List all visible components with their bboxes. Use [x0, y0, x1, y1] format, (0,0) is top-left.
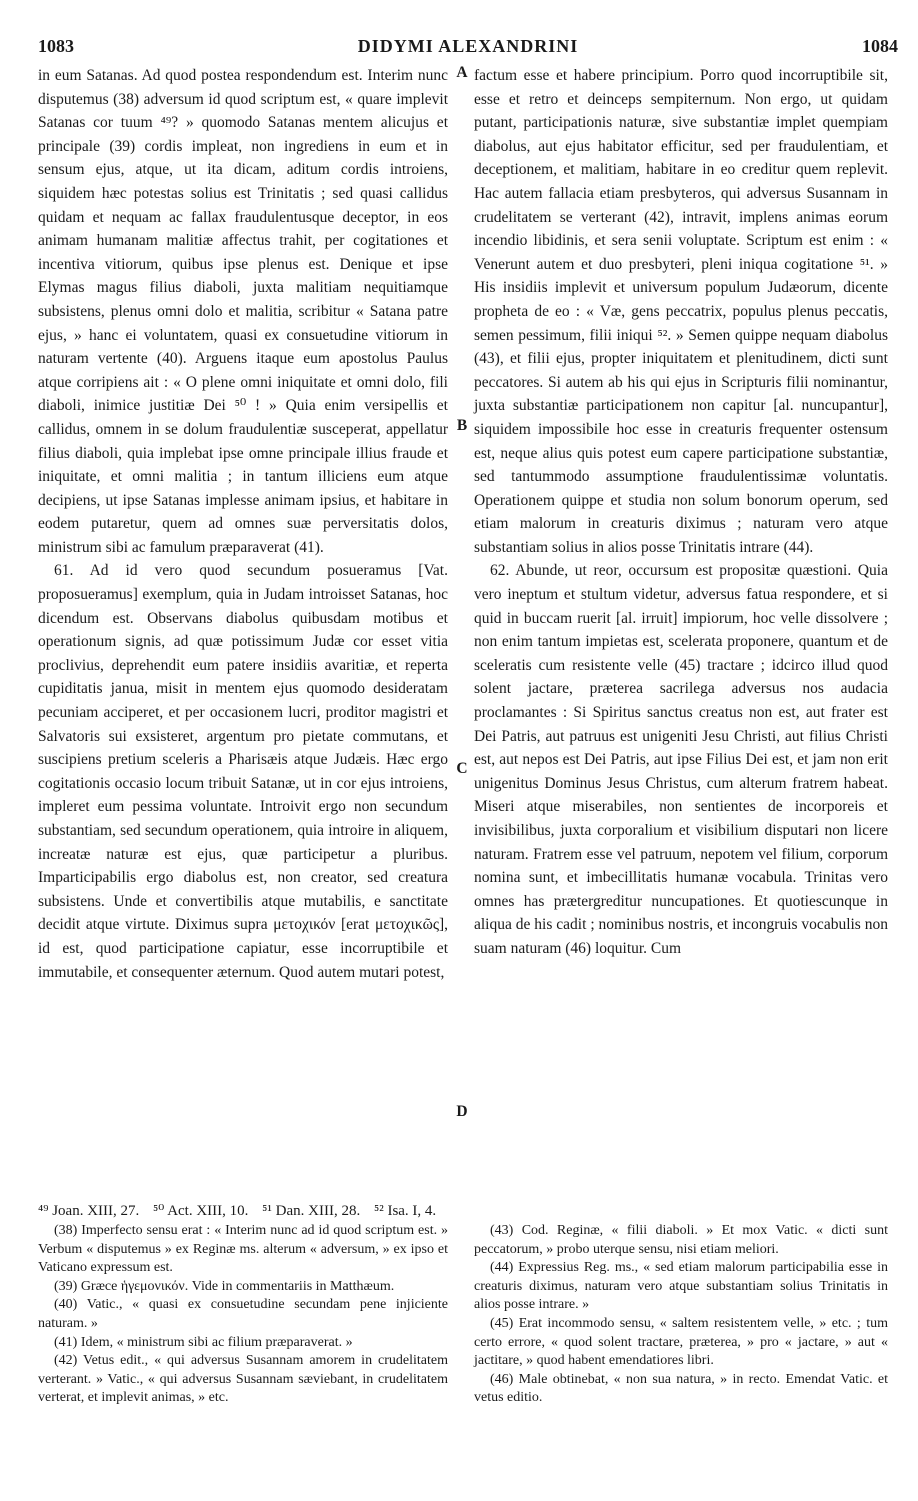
footnote: (39) Græce ἡγεμονικόν. Vide in commentariis in Matthæum.	[54, 1278, 395, 1294]
footnotes-right	[474, 1222, 888, 1408]
body-paragraph: 61. Ad id vero quod secundum posueramus [Vat. proposueramus] exemplum, quia in Judam introisset Satanas, hoc dicendum est. Observans diabolus quibusdam motibus et operationum signis, ad quæ potissimum Judæ cor esset vitia proclivius, deprehendit eum patere insidiis avaritiæ, et reperta cupiditatis janua, misit in mentem ejus quomodo desideratam pecuniam acciperet, et per occasionem lucri, proditor magistri et Salvatoris sui exsisteret, argentum pro pietate commutans, et suscipiens pretium sceleris a Pharisæis atque Judæis. Hæc ergo cogitationis occasio locum tribuit Satanæ, ut in cor ejus introiens, impleret eum pessima voluntate. Introivit ergo non secundum substantiam, sed secundum operationem, quia introire in aliquem, increatæ naturæ est ejus, quæ participetur a pluribus. Imparticipabilis ergo diabolus est, non creator, sed creatura subsistens. Unde et convertibilis atque mutabilis, e sanctitate decidit atque virtute. Diximus supra μετοχικόν [erat μετοχικῶς], id est, quod participatione capiatur, esse incorruptibile et immutabile, et consequenter æternum. Quod autem mutari potest,	[38, 562, 448, 981]
body-paragraph: factum esse et habere principium. Porro quod incorruptibile sit, esse et retro et deinceps sempiternum. Non ergo, ut quidam putant, participationis naturæ, sive substantiæ implet quempiam diabolus, aut ejus habitator efficitur, sed per fraudulentiam, et deceptionem, et malitiam, habitare in eo creditur quem replevit. Hac autem fallacia etiam presbyteros, qui adversus Susannam in crudelitatem se verterant (42), intravit, implens animas eorum incendio libidinis, et sera senii voluptate. Scriptum est enim : « Venerunt autem et duo presbyteri, pleni iniqua cogitatione ⁵¹. » His insidiis implevit et universum populum Judæorum, dicente propheta de eo : « Væ, gens peccatrix, populus plenus peccatis, semen pessimum, filii iniqui ⁵². » Semen quippe nequam diabolus (43), et filii ejus, propter iniquitatem et plenitudinem, dicti sunt peccatores. Si autem ab his qui ejus in Scripturis filii nominantur, juxta substantiæ participationem non capitur [al. nuncupantur], siquidem impossibile hoc esse in creaturis frequenter ostensum est, neque alius quis potest eum capere participatione substantiæ, sed tantummodo assumptione fraudulentissimæ voluntatis. Operationem quippe et studia non solum bonorum operum, sed etiam malorum in creaturis diximus ; naturam vero atque substantiam solius in alios posse Trinitatis intrare (44).	[474, 67, 888, 556]
page-number-right: 1084	[862, 36, 898, 56]
page-header	[38, 36, 898, 60]
body-paragraph: 62. Abunde, ut reor, occursum est propositæ quæstioni. Quia vero ineptum et stultum videtur, adversus fatua respondere, et si quid in buccam ruerit [al. irruit] impiorum, hoc velle dissolvere ; non enim tantum impietas est, scelerata proponere, quantum et de sceleratis cum resistente velle (45) tractare ; idcirco illud quod solent jactare, præterea sacrilega adversus nos audacia proclamantes : Si Spiritus sanctus creatus non est, aut frater est Dei Patris, aut patruus est unigeniti Jesu Christi, aut filius Christi est, aut nepos est Dei Patris, aut ipse Filius Dei est, et jam non erit unigenitus Dominus Jesus Christus, cum alterum fratrem habeat. Miseri atque miserabiles, non sentientes de incorporeis et invisibilibus, juxta corporalium et visibilium disputari non licere naturam. Fratrem esse vel patruum, nepotem vel filium, corporum nomina sunt, et imbecillitatis humanæ vocabula. Trinitas vero omnes has prætergreditur nuncupationes. Et quotiescunque in aliqua de his cadit ; nominibus nostris, et incongruis vocabulis non suam naturam (46) loquitur. Cum	[474, 562, 888, 957]
scripture-ref: ⁵¹ Dan. XIII, 28.	[262, 1203, 361, 1219]
page-number-left: 1083	[38, 36, 74, 56]
left-text-column	[38, 64, 448, 984]
footnote: (43) Cod. Reginæ, « filii diaboli. » Et mox Vatic. « dicti sunt peccatorum, » probo uterque sensu, nisi etiam meliori.	[474, 1223, 888, 1257]
scripture-references	[38, 1201, 888, 1221]
footnote: (40) Vatic., « quasi ex consuetudine secundam pene injiciente naturam. »	[38, 1297, 448, 1331]
section-marker-a: A	[456, 64, 468, 81]
right-text-column	[474, 64, 888, 961]
footnote: (38) Imperfecto sensu erat : « Interim nunc ad id quod scriptum est. » Verbum « disputemus » ex Reginæ ms. alterum « adversum, » ex ipso et Vaticano expressum est.	[38, 1223, 448, 1276]
scripture-ref: ⁵² Isa. I, 4.	[373, 1203, 437, 1219]
body-paragraph: in eum Satanas. Ad quod postea respondendum est. Interim nunc disputemus (38) adversum id quod scriptum est, « quare implevit Satanas cor tuum ⁴⁹? » quomodo Satanas mentem alicujus et principale (39) cordis impleat, non ingrediens in eum et in sensum ejus, atque, ut ita dicam, aditum cordis introiens, siquidem hæc potestas solius est Trinitatis ; sed quasi callidus quidam et nequam ac fallax fraudulentusque deceptor, in eos animam humanam malitiæ affectus trahit, per cogitationes et incentiva vitiorum, quibus ipse plenus est. Denique et ipse Elymas magus filius diaboli, juxta malitiam nequitiamque subsistens, plenus omni dolo et malitia, scribitur « Satana patre ejus, » hanc ei voluntatem, quasi ex consuetudine vitiorum in naturam vertente (40). Arguens itaque eum apostolus Paulus atque corripiens ait : « O plene omni iniquitate et omni dolo, fili diaboli, inimice justitiæ Dei ⁵⁰ ! » Quia enim versipellis et callidus, omnem in se dolum fraudulentiæ susceperat, appellatur filius diaboli, quia implebat ipse omne principale illius fraude et iniquitate, et omni malitia ; in tantum illiciens eum atque decipiens, ut ipse Satanas implesse animam ipsius, et habitare in eodem putaretur, quem ad omnes suæ perversitatis dolos, ministrum sibi ac famulum præparaverat (41).	[38, 67, 448, 556]
footnotes-left	[38, 1222, 448, 1408]
footnote: (41) Idem, « ministrum sibi ac filium præparaverat. »	[54, 1334, 353, 1350]
section-marker-c: C	[456, 760, 468, 777]
section-marker-d: D	[456, 1103, 468, 1120]
footnote: (42) Vetus edit., « qui adversus Susannam amorem in crudelitatem verterant. » Vatic., « qui adversus Susannam sæviebant, in crudelitatem verterat, et implevit animas, » etc.	[38, 1353, 448, 1406]
scripture-ref: ⁵⁰ Act. XIII, 10.	[153, 1203, 249, 1219]
scripture-ref: ⁴⁹ Joan. XIII, 27.	[38, 1203, 140, 1219]
running-title: DIDYMI ALEXANDRINI	[357, 36, 579, 56]
footnote: (44) Expressius Reg. ms., « sed etiam malorum participabilia esse in creaturis diximus, naturam vero atque substantiam solius Trinitatis in alios posse intrare. »	[474, 1260, 888, 1313]
footnote: (45) Erat incommodo sensu, « saltem resistentem velle, » etc. ; tum certo errore, « quod solent tractare, præterea, » pro « jactare, » aut « jactitare, » quod habent emendatiores libri.	[474, 1315, 888, 1369]
section-marker-b: B	[456, 417, 468, 434]
footnote: (46) Male obtinebat, « non sua natura, » in recto. Emendat Vatic. et vetus editio.	[474, 1371, 888, 1406]
